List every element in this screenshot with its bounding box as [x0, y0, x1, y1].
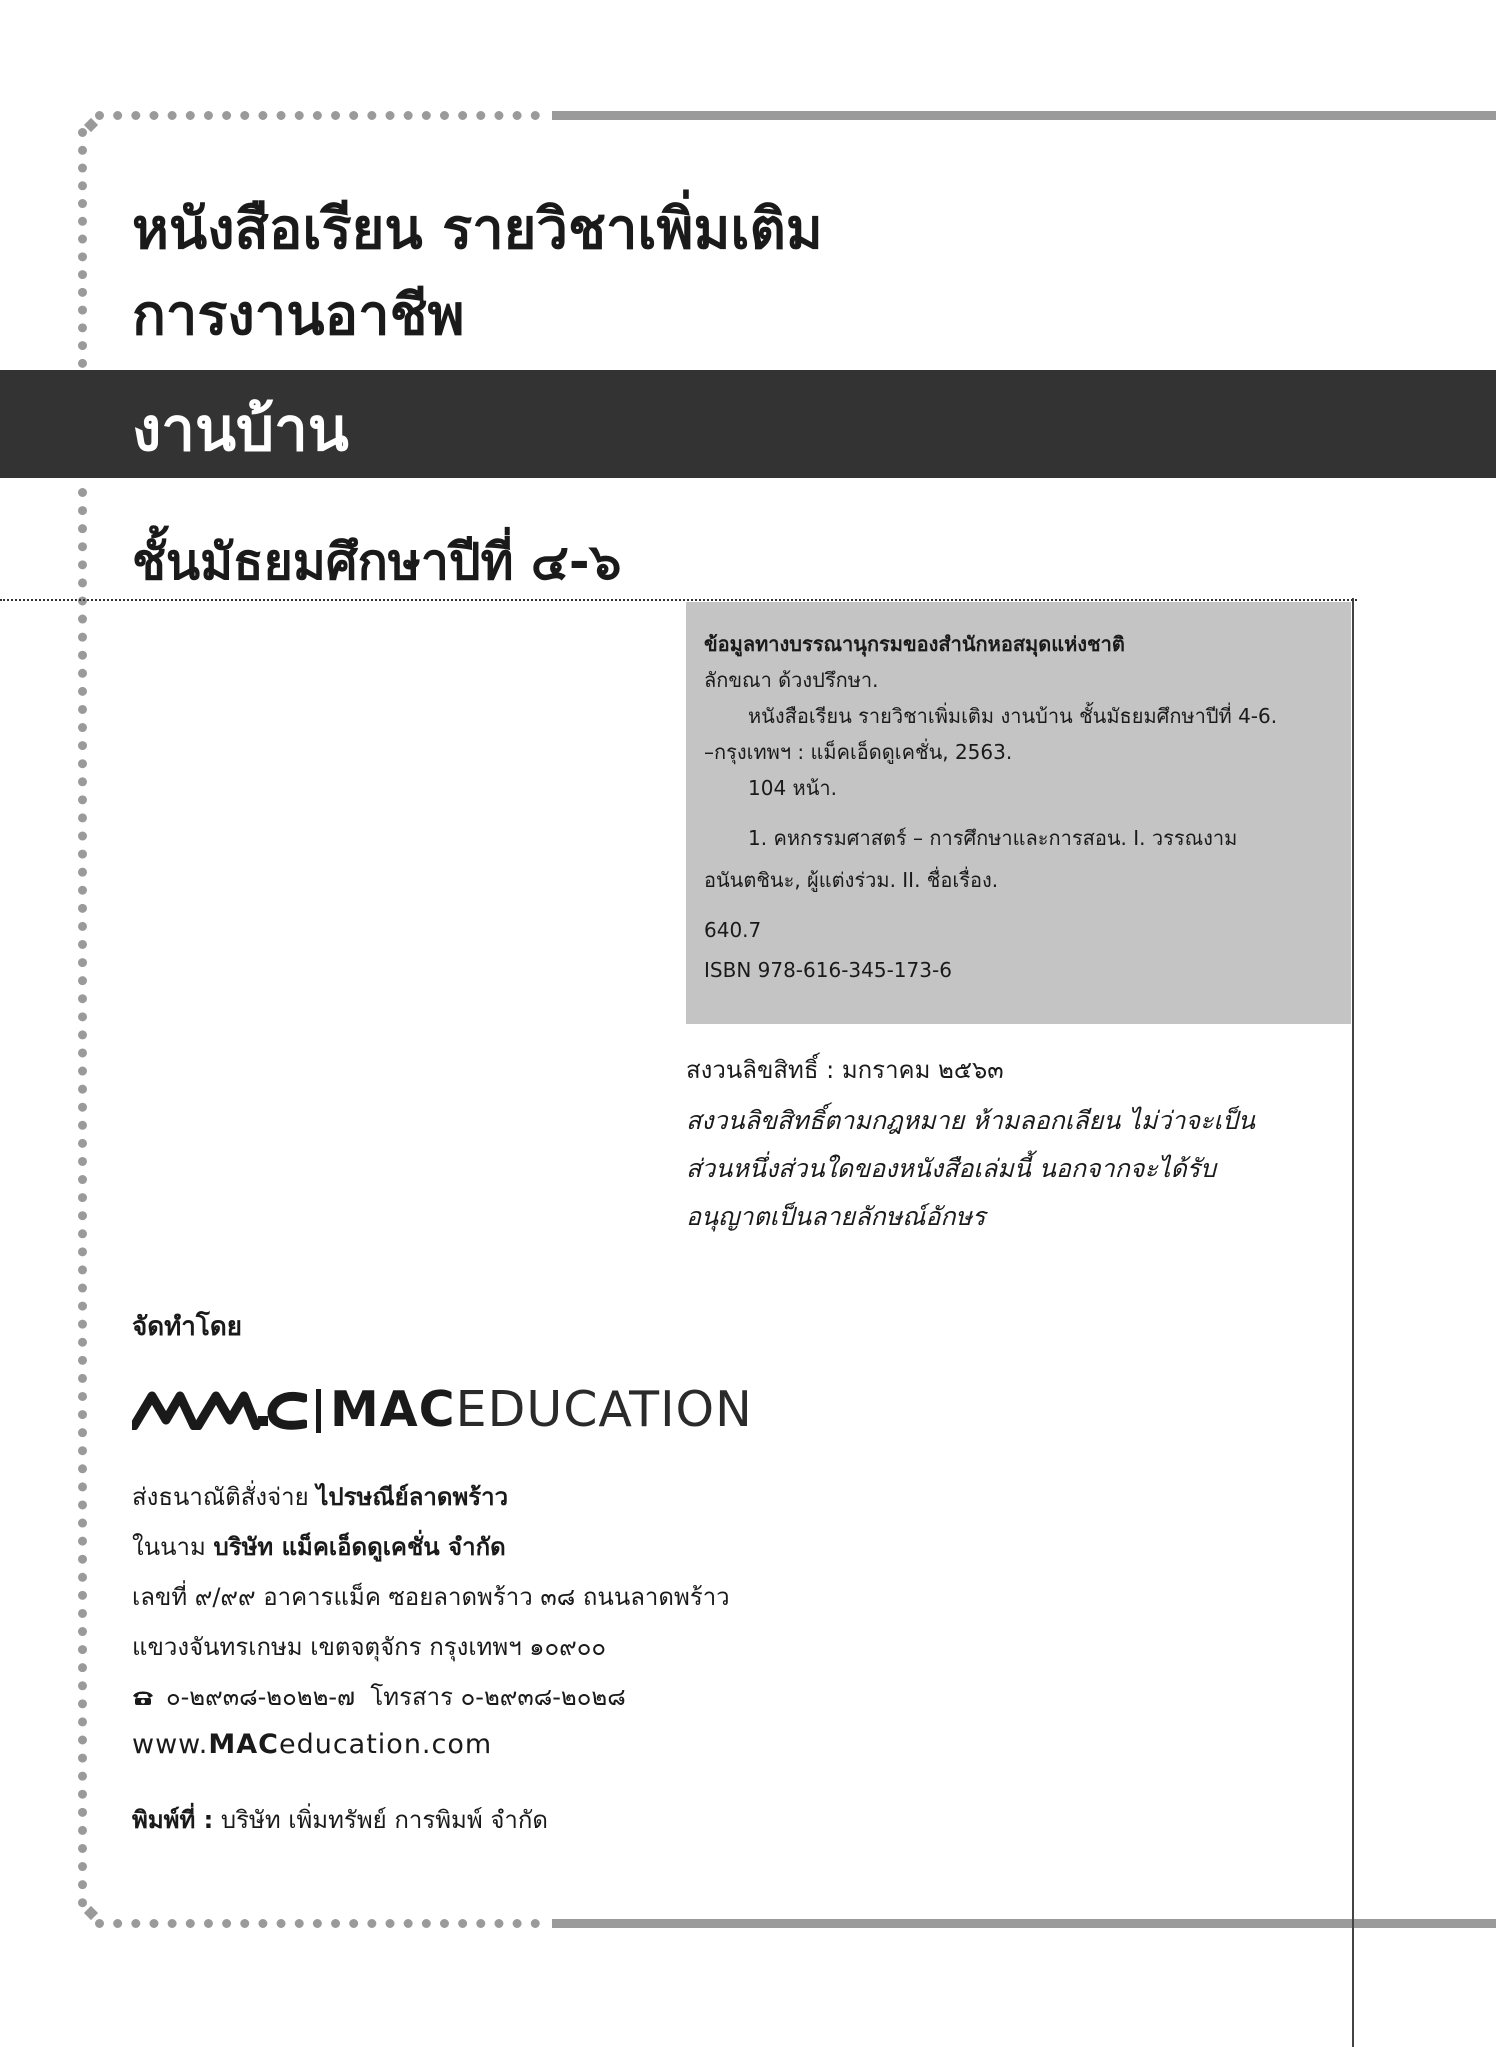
- copyright-line-2: ส่วนหนึ่งส่วนใดของหนังสือเล่มนี้ นอกจากจะได้รับ: [686, 1154, 1216, 1183]
- phone-icon: [132, 1690, 154, 1706]
- copyright-line-3: อนุญาตเป็นลายลักษณ์อักษร: [686, 1202, 986, 1231]
- catalog-isbn: ISBN 978-616-345-173-6: [704, 958, 952, 982]
- catalog-publisher: –กรุงเทพฯ : แม็คเอ็ดดูเคชั่น, 2563.: [704, 740, 1013, 764]
- printer-label: พิมพ์ที่ :: [132, 1806, 214, 1834]
- copyright-line-1: สงวนลิขสิทธิ์ตามกฎหมาย ห้ามลอกเลียน ไม่ว่าจะเป็น: [686, 1106, 1255, 1135]
- section-divider: [0, 599, 1357, 601]
- cataloging-box: [686, 602, 1351, 1024]
- subject-title: งานบ้าน: [132, 395, 349, 465]
- frame-top-dashes: [95, 111, 540, 120]
- printer-name: บริษัท เพิ่มทรัพย์ การพิมพ์ จำกัด: [220, 1806, 548, 1834]
- logo-text-bold: MAC: [330, 1381, 456, 1438]
- logo-text-light: EDUCATION: [455, 1381, 753, 1438]
- frame-left-dots-upper: [78, 128, 96, 368]
- web-suffix: education.com: [278, 1729, 493, 1760]
- mac-logo-icon: [132, 1390, 307, 1430]
- payment-office: ไปรษณีย์ลาดพร้าว: [316, 1483, 509, 1511]
- street-address: เลขที่ ๙/๙๙ อาคารแม็ค ซอยลาดพร้าว ๓๘ ถนนลาดพร้าว: [132, 1583, 730, 1611]
- district-address: แขวงจันทรเกษม เขตจตุจักร กรุงเทพฯ ๑๐๙๐๐: [132, 1633, 607, 1661]
- frame-corner-bottom: [84, 1906, 98, 1920]
- catalog-author: ลักขณา ด้วงปรึกษา.: [704, 668, 879, 692]
- frame-top-rule: [552, 111, 1496, 120]
- produced-by-label: จัดทำโดย: [132, 1312, 242, 1342]
- web-prefix: www.: [132, 1729, 209, 1760]
- frame-bottom-dashes: [95, 1919, 540, 1928]
- fax-label: โทรสาร: [370, 1683, 453, 1711]
- catalog-classification: 640.7: [704, 918, 762, 942]
- logo-separator: [316, 1389, 321, 1433]
- company-prefix: ในนาม: [132, 1533, 206, 1561]
- catalog-subjects-1: 1. คหกรรมศาสตร์ – การศึกษาและการสอน. I. วรรณงาม: [748, 826, 1238, 850]
- catalog-heading: ข้อมูลทางบรรณานุกรมของสำนักหอสมุดแห่งชาติ: [704, 632, 1125, 656]
- web-bold: MAC: [208, 1729, 279, 1760]
- copyright-notice: [686, 1097, 1306, 1241]
- company-name: บริษัท แม็คเอ็ดดูเคชั่น จำกัด: [213, 1533, 506, 1561]
- catalog-title: หนังสือเรียน รายวิชาเพิ่มเติม งานบ้าน ชั้นมัธยมศึกษาปีที่ 4-6.: [748, 704, 1278, 728]
- copyright-heading: สงวนลิขสิทธิ์ : มกราคม ๒๕๖๓: [686, 1056, 1004, 1084]
- catalog-subjects-2: อนันตชินะ, ผู้แต่งร่วม. II. ชื่อเรื่อง.: [704, 868, 999, 892]
- grade-level: ชั้นมัธยมศึกษาปีที่ ๔-๖: [132, 533, 622, 591]
- website-link[interactable]: [132, 1725, 492, 1765]
- mac-education-wordmark: [330, 1382, 753, 1438]
- payment-prefix: ส่งธนาณัติสั่งจ่าย: [132, 1483, 309, 1511]
- book-title-line2: การงานอาชีพ: [132, 283, 465, 348]
- book-title-line1: หนังสือเรียน รายวิชาเพิ่มเติม: [132, 197, 823, 262]
- frame-bottom-rule: [552, 1919, 1496, 1928]
- payment-line: [132, 1477, 508, 1517]
- phone-line: [132, 1677, 626, 1717]
- frame-left-dots-lower: [78, 488, 96, 1908]
- fax-number: ๐-๒๙๓๘-๒๐๒๘: [460, 1683, 626, 1711]
- company-line: [132, 1527, 506, 1567]
- printer-line: [132, 1800, 548, 1840]
- phone-number: ๐-๒๙๓๘-๒๐๒๒-๗: [166, 1683, 356, 1711]
- right-vertical-rule: [1352, 598, 1354, 2047]
- catalog-pages: 104 หน้า.: [748, 776, 837, 800]
